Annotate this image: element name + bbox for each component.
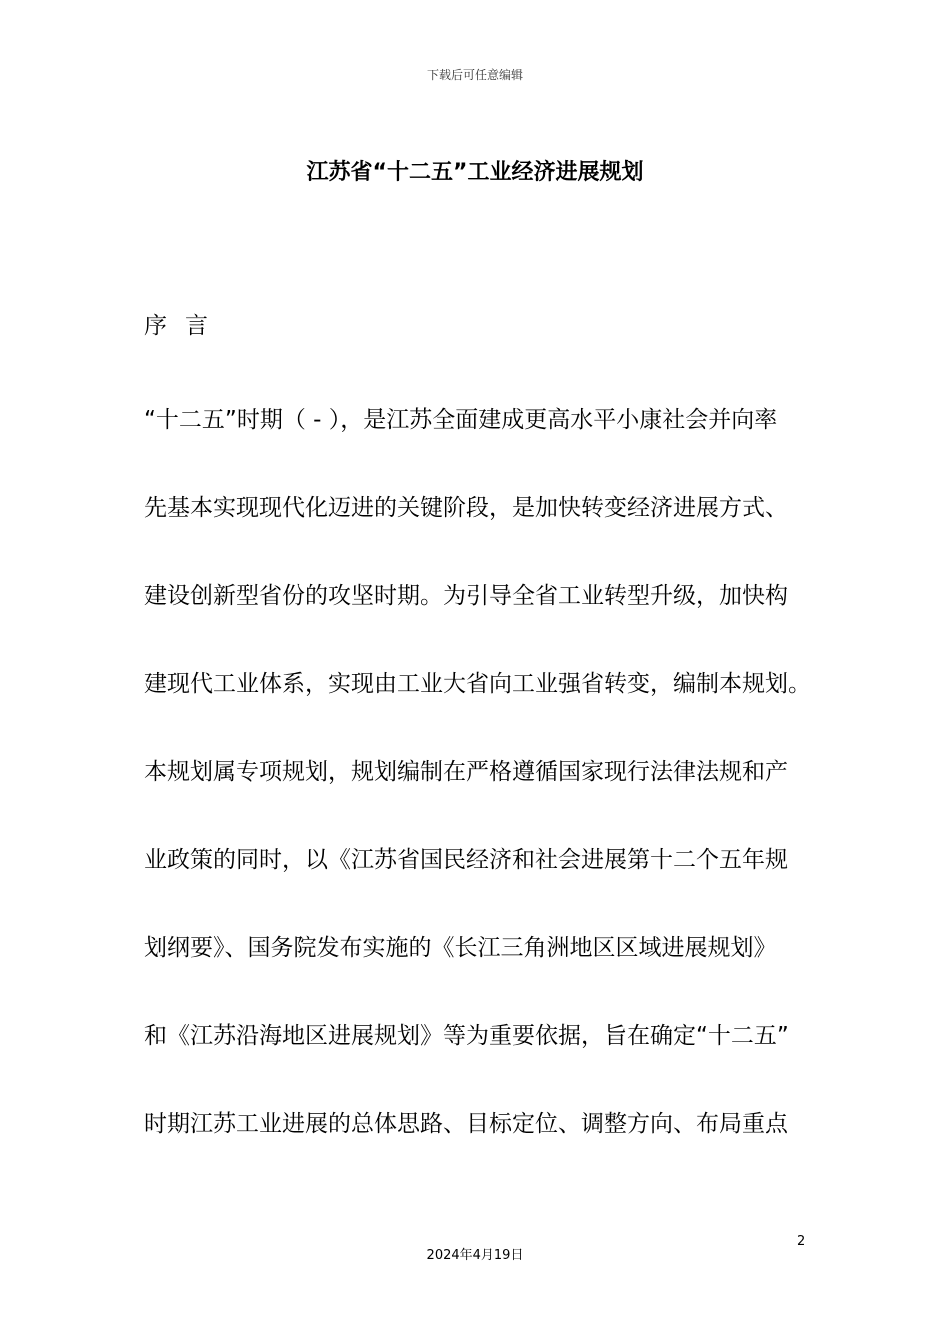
body-line: 建现代工业体系，实现由工业大省向工业强省转变，编制本规划。: [144, 671, 811, 697]
body-line: 建设创新型省份的攻坚时期。为引导全省工业转型升级，加快构: [144, 583, 788, 609]
body-line: 和《江苏沿海地区进展规划》等为重要依据，旨在确定“十二五”: [144, 1023, 789, 1049]
body-line: 时期江苏工业进展的总体思路、目标定位、调整方向、布局重点: [144, 1111, 788, 1137]
body-line: 本规划属专项规划，规划编制在严格遵循国家现行法律法规和产: [144, 759, 788, 785]
body-line: “十二五”时期（ - ），是江苏全面建成更高水平小康社会并向率: [144, 407, 778, 433]
body-line: 先基本实现现代化迈进的关键阶段，是加快转变经济进展方式、: [144, 495, 788, 521]
header-note: 下载后可任意编辑: [426, 68, 523, 82]
body-line: 业政策的同时，以《江苏省国民经济和社会进展第十二个五年规: [144, 847, 788, 873]
section-heading: 序言: [144, 313, 226, 339]
body-text: [144, 402, 814, 1194]
document-title: 江苏省“十二五”工业经济进展规划: [306, 160, 644, 185]
page-number: 2: [797, 1234, 806, 1249]
body-line: 划纲要》、国务院发布实施的《长江三角洲地区区域进展规划》: [144, 935, 777, 961]
footer-date: 2024年4月19日: [426, 1248, 524, 1263]
